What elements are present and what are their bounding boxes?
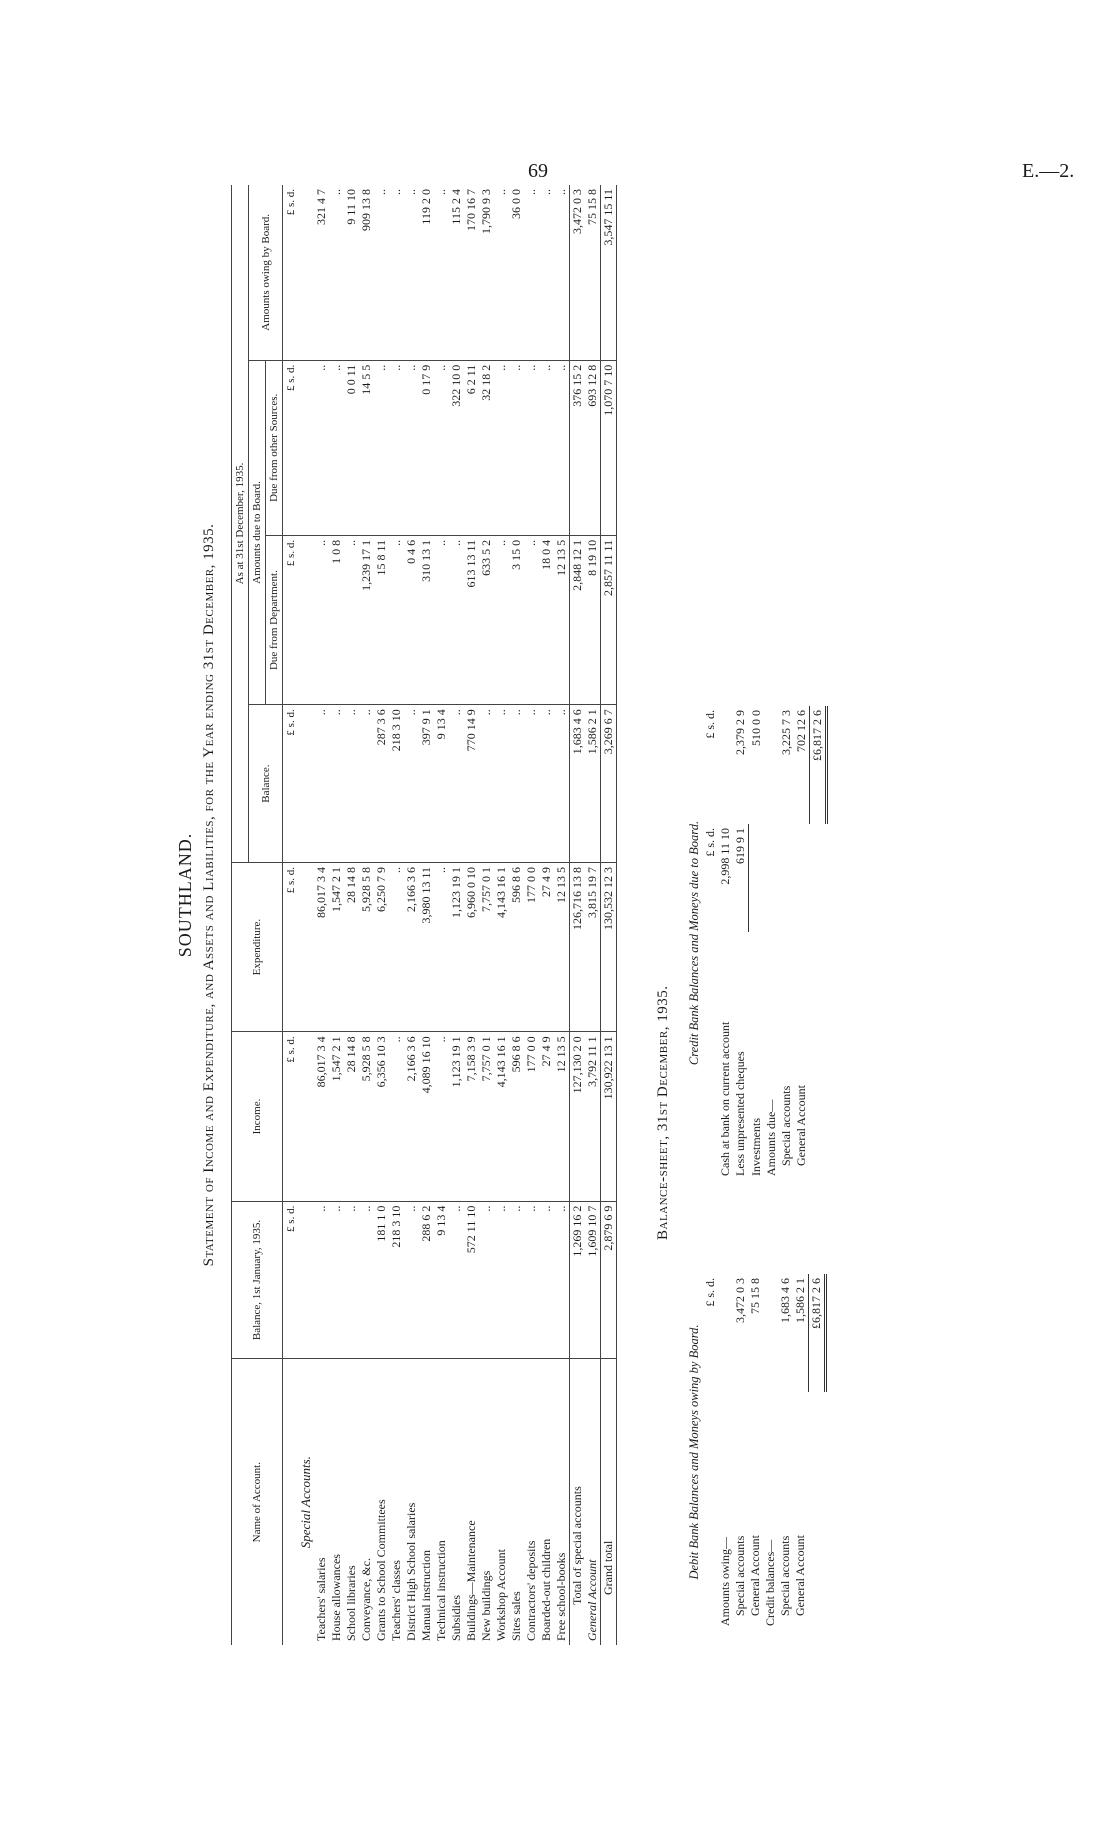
unit-cell: £ s. d.: [283, 1032, 299, 1201]
amount-cell-exp: 6,250 7 9: [374, 862, 389, 1031]
unit-cell: £ s. d.: [283, 360, 299, 535]
units-row: [283, 185, 299, 1645]
section-row: [298, 185, 314, 1645]
account-name: Boarded-out children: [539, 1538, 553, 1641]
amount-cell-exp: 4,143 16 1: [494, 862, 509, 1031]
amount-cell-exp: 28 14 8: [344, 862, 359, 1031]
account-name: District High School salaries: [404, 1502, 418, 1641]
amount-cell-bal: ..: [314, 705, 329, 863]
table-row: [494, 185, 509, 1645]
amount-cell-exp: 1,123 19 1: [449, 862, 464, 1031]
amount-cell-dept: 18 0 4: [539, 535, 554, 704]
col-header-due-other: Due from other Sources.: [266, 360, 283, 535]
amount-cell-bal: 397 9 1: [419, 705, 434, 863]
section-label: Special Accounts.: [298, 1456, 313, 1549]
amount-cell-dept: 1 0 8: [329, 535, 344, 704]
col-header-balance: Balance.: [249, 705, 283, 863]
amount-cell-dept: ..: [524, 535, 539, 704]
amount-cell-dept: 15 8 11: [374, 535, 389, 704]
amount-cell-exp: 126,716 13 8: [570, 862, 586, 1031]
account-name: Free school-books: [554, 1552, 568, 1641]
amount-cell-bal: 287 3 6: [374, 705, 389, 863]
amount-cell-bal: 9 13 4: [434, 705, 449, 863]
debit-line-label: General Account: [748, 1535, 762, 1616]
table-row: [329, 185, 344, 1645]
debit-line-value: 75 15 8: [748, 1278, 762, 1314]
amount-cell-income: 86,017 3 4: [314, 1032, 329, 1201]
col-header-name: Name of Account.: [232, 1359, 283, 1645]
amount-cell-owing: 3,472 0 3: [570, 185, 586, 360]
account-name: Grand total: [601, 1359, 617, 1645]
amount-cell-dept: ..: [314, 535, 329, 704]
account-name: Teachers' salaries: [314, 1557, 328, 1641]
amount-cell-income: ..: [434, 1032, 449, 1201]
amount-cell-bal: 1,683 4 6: [570, 705, 586, 863]
credit-line-v2: 3,225 7 3: [778, 710, 793, 755]
amount-cell-dept: 310 13 1: [419, 535, 434, 704]
amount-cell-bal: ..: [404, 705, 419, 863]
credit-line-v2: 702 12 6: [793, 710, 808, 752]
amount-cell-other: ..: [539, 360, 554, 535]
amount-cell-owing: 1,790 9 3: [479, 185, 494, 360]
amount-cell-dept: 1,239 17 1: [359, 535, 374, 704]
amount-cell-bal: ..: [494, 705, 509, 863]
col-header-expenditure: Expenditure.: [232, 862, 283, 1031]
amount-cell-other: ..: [329, 360, 344, 535]
unit-cell: £ s. d.: [283, 705, 299, 863]
amount-cell-owing: 75 15 8: [585, 185, 601, 360]
debit-line-label: Amounts owing—: [718, 1536, 732, 1626]
amount-cell-other: ..: [314, 360, 329, 535]
col-header-due-dept: Due from Department.: [266, 535, 283, 704]
account-name: Teachers' classes: [389, 1560, 403, 1641]
amount-cell-other: 6 2 11: [464, 360, 479, 535]
amount-cell-owing: ..: [524, 185, 539, 360]
amount-cell-owing: ..: [434, 185, 449, 360]
credit-units-2: £ s. d.: [703, 710, 717, 739]
col-header-as-at: As at 31st December, 1935.: [232, 185, 249, 862]
page-reference: E.—2.: [1022, 160, 1075, 182]
amount-cell-exp: 3,815 19 7: [585, 862, 601, 1031]
table-row: [554, 185, 570, 1645]
amount-cell-owing: ..: [389, 185, 404, 360]
credit-line-label: General Account: [793, 1085, 808, 1166]
amount-cell-dept: 2,857 11 11: [601, 535, 617, 704]
amount-cell-exp: ..: [389, 862, 404, 1031]
table-row: [570, 185, 586, 1645]
amount-cell-other: 1,070 7 10: [601, 360, 617, 535]
table-row: [585, 185, 601, 1645]
amount-cell-exp: 7,757 0 1: [479, 862, 494, 1031]
amount-cell-owing: ..: [554, 185, 570, 360]
debit-line-label: Credit balances—: [763, 1539, 777, 1626]
col-header-balance-jan: Balance, 1st January, 1935.: [232, 1201, 283, 1359]
unit-cell: £ s. d.: [283, 185, 299, 360]
amount-cell-owing: ..: [539, 185, 554, 360]
debit-total: £6,817 2 6: [809, 1274, 826, 1392]
account-name: Total of special accounts: [570, 1359, 586, 1645]
amount-cell-owing: 119 2 0: [419, 185, 434, 360]
account-name: Workshop Account: [494, 1548, 508, 1641]
table-row: [539, 185, 554, 1645]
amount-cell-bal-jan: ..: [554, 1201, 570, 1359]
amount-cell-income: 4,143 16 1: [494, 1032, 509, 1201]
amount-cell-bal: 3,269 6 7: [601, 705, 617, 863]
amount-cell-other: ..: [524, 360, 539, 535]
amount-cell-owing: 9 11 10: [344, 185, 359, 360]
amount-cell-income: 1,547 2 1: [329, 1032, 344, 1201]
amount-cell-bal: ..: [449, 705, 464, 863]
amount-cell-income: 3,792 11 1: [585, 1032, 601, 1201]
amount-cell-other: ..: [389, 360, 404, 535]
amount-cell-income: 7,757 0 1: [479, 1032, 494, 1201]
amount-cell-bal-jan: 288 6 2: [419, 1201, 434, 1359]
amount-cell-other: 32 18 2: [479, 360, 494, 535]
account-name: House allowances: [329, 1554, 343, 1641]
account-name: Technical instruction: [434, 1540, 448, 1641]
amount-cell-dept: ..: [434, 535, 449, 704]
amount-cell-owing: ..: [329, 185, 344, 360]
table-row: [404, 185, 419, 1645]
col-header-amounts-due: Amounts due to Board.: [249, 360, 266, 705]
amount-cell-dept: ..: [344, 535, 359, 704]
amount-cell-bal-jan: ..: [524, 1201, 539, 1359]
amount-cell-dept: 633 5 2: [479, 535, 494, 704]
page-number: 69: [528, 160, 548, 182]
balance-sheet-title: Balance-sheet, 31st December, 1935.: [655, 985, 671, 1240]
amount-cell-bal-jan: 572 11 10: [464, 1201, 479, 1359]
debit-line-value: 1,586 2 1: [793, 1278, 807, 1323]
amount-cell-other: ..: [554, 360, 570, 535]
table-row: [419, 185, 434, 1645]
amount-cell-bal: ..: [329, 705, 344, 863]
credit-line-label: Less unpresented cheques: [733, 1051, 748, 1176]
amount-cell-bal-jan: ..: [539, 1201, 554, 1359]
account-name: Sites sales: [509, 1591, 523, 1641]
amount-cell-exp: 177 0 0: [524, 862, 539, 1031]
balance-sheet-debit: [685, 1274, 827, 1630]
table-row: [374, 185, 389, 1645]
amount-cell-bal: ..: [359, 705, 374, 863]
amount-cell-bal-jan: ..: [494, 1201, 509, 1359]
amount-cell-exp: 2,166 3 6: [404, 862, 419, 1031]
balance-sheet-credit: [685, 706, 828, 1180]
debit-units: £ s. d.: [703, 1278, 717, 1307]
account-name: Subsidies: [449, 1594, 463, 1641]
amount-cell-other: ..: [374, 360, 389, 535]
amount-cell-bal-jan: 218 3 10: [389, 1201, 404, 1359]
account-name: Manual instruction: [419, 1550, 433, 1641]
amount-cell-income: 6,356 10 3: [374, 1032, 389, 1201]
table-row: [524, 185, 539, 1645]
amount-cell-exp: 1,547 2 1: [329, 862, 344, 1031]
statement-title: Statement of Income and Expenditure, and Assets and Liabilities, for the Year ending 31st December, 1935.: [201, 523, 217, 1267]
amount-cell-owing: ..: [404, 185, 419, 360]
amount-cell-dept: 0 4 6: [404, 535, 419, 704]
account-name: New buildings: [479, 1570, 493, 1641]
account-name: Conveyance, &c.: [359, 1558, 373, 1641]
amount-cell-bal-jan: 1,609 10 7: [585, 1201, 601, 1359]
amount-cell-income: 28 14 8: [344, 1032, 359, 1201]
amount-cell-other: 0 0 11: [344, 360, 359, 535]
credit-total: £6,817 2 6: [809, 706, 826, 824]
amount-cell-exp: ..: [434, 862, 449, 1031]
amount-cell-dept: ..: [449, 535, 464, 704]
col-header-owing: Amounts owing by Board.: [249, 185, 283, 360]
table-row: [479, 185, 494, 1645]
amount-cell-exp: 130,532 12 3: [601, 862, 617, 1031]
credit-caption: Credit Bank Balances and Moneys due to Board.: [686, 820, 701, 1066]
table-row: [449, 185, 464, 1645]
amount-cell-income: 5,928 5 8: [359, 1032, 374, 1201]
amount-cell-bal-jan: ..: [479, 1201, 494, 1359]
amount-cell-income: 177 0 0: [524, 1032, 539, 1201]
account-name: Buildings—Maintenance: [464, 1520, 478, 1641]
credit-line-v2: 2,379 2 9: [733, 710, 748, 755]
table-row: [434, 185, 449, 1645]
amount-cell-bal-jan: 181 1 0: [374, 1201, 389, 1359]
amount-cell-bal-jan: ..: [314, 1201, 329, 1359]
amount-cell-dept: 8 19 10: [585, 535, 601, 704]
unit-cell: £ s. d.: [283, 535, 299, 704]
amount-cell-dept: 613 13 11: [464, 535, 479, 704]
amount-cell-exp: 86,017 3 4: [314, 862, 329, 1031]
amount-cell-owing: 3,547 15 11: [601, 185, 617, 360]
amount-cell-income: 2,166 3 6: [404, 1032, 419, 1201]
amount-cell-bal-jan: ..: [449, 1201, 464, 1359]
amount-cell-dept: ..: [389, 535, 404, 704]
table-row: [464, 185, 479, 1645]
amount-cell-other: 0 17 9: [419, 360, 434, 535]
amount-cell-bal-jan: ..: [344, 1201, 359, 1359]
amount-cell-income: 1,123 19 1: [449, 1032, 464, 1201]
debit-line-label: Special accounts: [778, 1535, 792, 1616]
amount-cell-owing: 321 4 7: [314, 185, 329, 360]
amount-cell-owing: ..: [374, 185, 389, 360]
table-row: [389, 185, 404, 1645]
credit-units-1: £ s. d.: [703, 828, 717, 857]
account-name: Grants to School Committees: [374, 1499, 388, 1641]
credit-line-v2: 510 0 0: [748, 710, 763, 746]
district-title: SOUTHLAND.: [175, 832, 195, 958]
table-row: [314, 185, 329, 1645]
rotated-content: [175, 130, 1035, 1660]
amount-cell-bal: 1,586 2 1: [585, 705, 601, 863]
amount-cell-other: 322 10 0: [449, 360, 464, 535]
credit-line-label: Special accounts: [778, 1085, 793, 1166]
amount-cell-bal-jan: ..: [329, 1201, 344, 1359]
amount-cell-bal: 770 14 9: [464, 705, 479, 863]
debit-line-label: Special accounts: [733, 1535, 747, 1616]
accounts-table: [231, 185, 617, 1645]
amount-cell-income: 130,922 13 1: [601, 1032, 617, 1201]
col-header-income: Income.: [232, 1032, 283, 1201]
debit-caption: Debit Bank Balances and Moneys owing by Board.: [686, 1324, 701, 1580]
amount-cell-income: 596 8 6: [509, 1032, 524, 1201]
account-name: School libraries: [344, 1565, 358, 1641]
amount-cell-bal: ..: [479, 705, 494, 863]
table-row: [509, 185, 524, 1645]
amount-cell-bal: ..: [554, 705, 570, 863]
unit-cell: £ s. d.: [283, 1201, 299, 1359]
amount-cell-income: ..: [389, 1032, 404, 1201]
amount-cell-bal: ..: [344, 705, 359, 863]
credit-line-label: Investments: [748, 1118, 763, 1176]
amount-cell-exp: 3,980 13 11: [419, 862, 434, 1031]
amount-cell-other: ..: [404, 360, 419, 535]
amount-cell-other: ..: [434, 360, 449, 535]
amount-cell-owing: 36 0 0: [509, 185, 524, 360]
amount-cell-exp: 6,960 0 10: [464, 862, 479, 1031]
amount-cell-owing: 909 13 8: [359, 185, 374, 360]
amount-cell-bal: 218 3 10: [389, 705, 404, 863]
debit-line-value: 1,683 4 6: [778, 1278, 792, 1323]
amount-cell-bal-jan: ..: [359, 1201, 374, 1359]
amount-cell-other: 376 15 2: [570, 360, 586, 535]
amount-cell-income: 12 13 5: [554, 1032, 570, 1201]
amount-cell-exp: 596 8 6: [509, 862, 524, 1031]
amount-cell-bal-jan: ..: [509, 1201, 524, 1359]
account-name: Contractors' deposits: [524, 1540, 538, 1641]
amount-cell-exp: 12 13 5: [554, 862, 570, 1031]
credit-line-v1: 619 9 1: [733, 824, 749, 932]
credit-line-v1: 2,998 11 10: [718, 828, 732, 885]
amount-cell-income: 27 4 9: [539, 1032, 554, 1201]
credit-line-label: Amounts due—: [763, 1099, 778, 1176]
amount-cell-income: 127,130 2 0: [570, 1032, 586, 1201]
debit-line-value: 3,472 0 3: [733, 1278, 747, 1323]
amount-cell-owing: ..: [494, 185, 509, 360]
amount-cell-income: 4,089 16 10: [419, 1032, 434, 1201]
amount-cell-dept: 12 13 5: [554, 535, 570, 704]
credit-line-label: Cash at bank on current account: [718, 1021, 732, 1176]
amount-cell-owing: 115 2 4: [449, 185, 464, 360]
amount-cell-bal: ..: [524, 705, 539, 863]
amount-cell-dept: 3 15 0: [509, 535, 524, 704]
amount-cell-owing: 170 16 7: [464, 185, 479, 360]
amount-cell-bal-jan: 2,879 6 9: [601, 1201, 617, 1359]
amount-cell-bal-jan: 9 13 4: [434, 1201, 449, 1359]
table-row: [344, 185, 359, 1645]
amount-cell-income: 7,158 3 9: [464, 1032, 479, 1201]
amount-cell-exp: 27 4 9: [539, 862, 554, 1031]
table-row: [359, 185, 374, 1645]
amount-cell-bal: ..: [509, 705, 524, 863]
amount-cell-bal-jan: 1,269 16 2: [570, 1201, 586, 1359]
amount-cell-exp: 5,928 5 8: [359, 862, 374, 1031]
unit-cell: £ s. d.: [283, 862, 299, 1031]
table-row: [601, 185, 617, 1645]
amount-cell-dept: 2,848 12 1: [570, 535, 586, 704]
amount-cell-bal-jan: ..: [404, 1201, 419, 1359]
amount-cell-other: 693 12 8: [585, 360, 601, 535]
amount-cell-other: ..: [509, 360, 524, 535]
amount-cell-other: ..: [494, 360, 509, 535]
amount-cell-dept: ..: [494, 535, 509, 704]
amount-cell-other: 14 5 5: [359, 360, 374, 535]
debit-line-label: General Account: [793, 1535, 808, 1616]
account-name: General Account: [585, 1559, 599, 1641]
amount-cell-bal: ..: [539, 705, 554, 863]
